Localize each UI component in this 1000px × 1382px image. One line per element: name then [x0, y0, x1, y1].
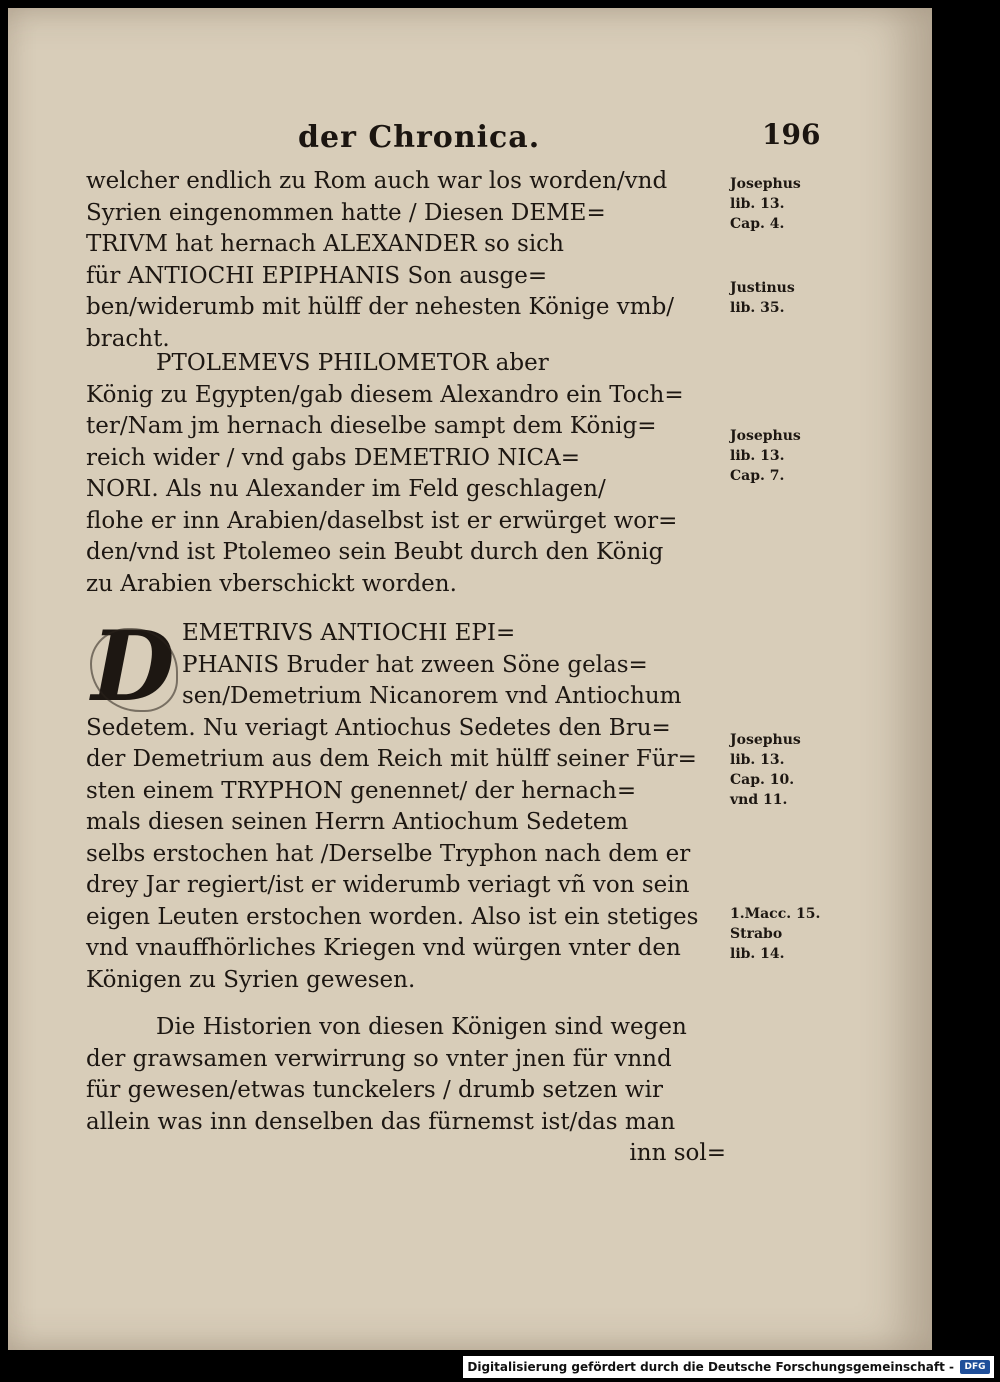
- text-line: drey Jar regiert/ist er widerumb veriagt vñ von sein: [86, 872, 690, 898]
- digitization-footer: [463, 1356, 994, 1378]
- footer-credit: Digitalisierung gefördert durch die Deutsche Forschungsgemeinschaft -: [467, 1360, 954, 1374]
- text-line: EMETRIVS ANTIOCHI EPI=: [182, 620, 516, 646]
- text-line: vnd vnauffhörliches Kriegen vnd würgen vnter den: [86, 935, 681, 961]
- text-line: ter/Nam jm hernach dieselbe sampt dem König=: [86, 413, 657, 439]
- marginal-line: Josephus: [730, 176, 801, 192]
- marginal-line: lib. 13.: [730, 448, 785, 464]
- text-line: NORI. Als nu Alexander im Feld geschlagen/: [86, 476, 606, 502]
- marginal-line: Justinus: [730, 280, 795, 296]
- text-line: reich wider / vnd gabs DEMETRIO NICA=: [86, 444, 580, 471]
- marginal-note-5: [730, 904, 850, 964]
- text-line: mals diesen seinen Herrn Antiochum Sedetem: [86, 809, 629, 835]
- catchword-line: inn sol=: [629, 1140, 726, 1166]
- marginal-line: lib. 35.: [730, 300, 785, 316]
- text-line: selbs erstochen hat /Derselbe Tryphon nach dem er: [86, 840, 691, 867]
- text-line: sten einem TRYPHON genennet/ der hernach=: [86, 777, 637, 804]
- marginal-note-2: [730, 278, 850, 318]
- marginal-line: lib. 14.: [730, 946, 785, 962]
- marginal-line: Cap. 7.: [730, 468, 785, 484]
- marginal-line: Strabo: [730, 926, 783, 942]
- text-line: Die Historien von diesen Königen sind wegen: [156, 1014, 687, 1040]
- text-line: König zu Egypten/gab diesem Alexandro ein Toch=: [86, 381, 684, 408]
- marginal-note-4: [730, 730, 850, 810]
- dfg-logo-icon[interactable]: DFG: [960, 1360, 990, 1374]
- marginal-line: Josephus: [730, 732, 801, 748]
- text-line: allein was inn denselben das fürnemst ist/das man: [86, 1108, 676, 1135]
- page-header: [8, 120, 932, 160]
- book-page: [8, 8, 932, 1350]
- page-number: 196: [762, 118, 821, 151]
- text-line: TRIVM hat hernach ALEXANDER so sich: [86, 231, 564, 257]
- text-line: der Demetrium aus dem Reich mit hülff seiner Für=: [86, 746, 697, 772]
- paragraph-4: [86, 1012, 726, 1170]
- text-line: Syrien eingenommen hatte / Diesen DEME=: [86, 199, 606, 226]
- text-line: Königen zu Syrien gewesen.: [86, 966, 416, 993]
- marginal-line: Cap. 4.: [730, 216, 785, 232]
- marginal-line: 1.Macc. 15.: [730, 906, 821, 922]
- running-title: der Chronica.: [298, 120, 541, 155]
- text-line: ben/widerumb mit hülff der nehesten Könige vmb/: [86, 294, 675, 320]
- marginal-line: lib. 13.: [730, 752, 785, 768]
- paragraph-1: [86, 166, 726, 355]
- marginal-note-1: [730, 174, 850, 234]
- paragraph-2: [86, 348, 726, 600]
- marginal-line: Josephus: [730, 428, 801, 444]
- text-line: für gewesen/etwas tunckelers / drumb setzen wir: [86, 1077, 663, 1103]
- text-line: für ANTIOCHI EPIPHANIS Son ausge=: [86, 262, 548, 289]
- text-line: zu Arabien vberschickt worden.: [86, 570, 457, 597]
- text-line: sen/Demetrium Nicanorem vnd Antiochum: [182, 683, 682, 709]
- marginal-line: lib. 13.: [730, 196, 785, 212]
- text-line: den/vnd ist Ptolemeo sein Beubt durch den König: [86, 539, 664, 565]
- text-line: der grawsamen verwirrung so vnter jnen für vnnd: [86, 1045, 672, 1072]
- text-line: PHANIS Bruder hat zween Söne gelas=: [182, 651, 648, 678]
- marginal-line: vnd 11.: [730, 792, 788, 808]
- marginal-note-3: [730, 426, 850, 486]
- text-line: eigen Leuten erstochen worden. Also ist ein stetiges: [86, 903, 699, 930]
- text-line: Sedetem. Nu veriagt Antiochus Sedetes den Bru=: [86, 714, 671, 741]
- text-line: welcher endlich zu Rom auch war los worden/vnd: [86, 168, 668, 194]
- text-line: PTOLEMEVS PHILOMETOR aber: [156, 350, 549, 376]
- text-line: flohe er inn Arabien/daselbst ist er erwürget wor=: [86, 507, 678, 534]
- marginal-line: Cap. 10.: [730, 772, 795, 788]
- decorated-initial: D: [88, 622, 178, 712]
- paragraph-3: [86, 618, 726, 996]
- text-line: bracht.: [86, 325, 170, 352]
